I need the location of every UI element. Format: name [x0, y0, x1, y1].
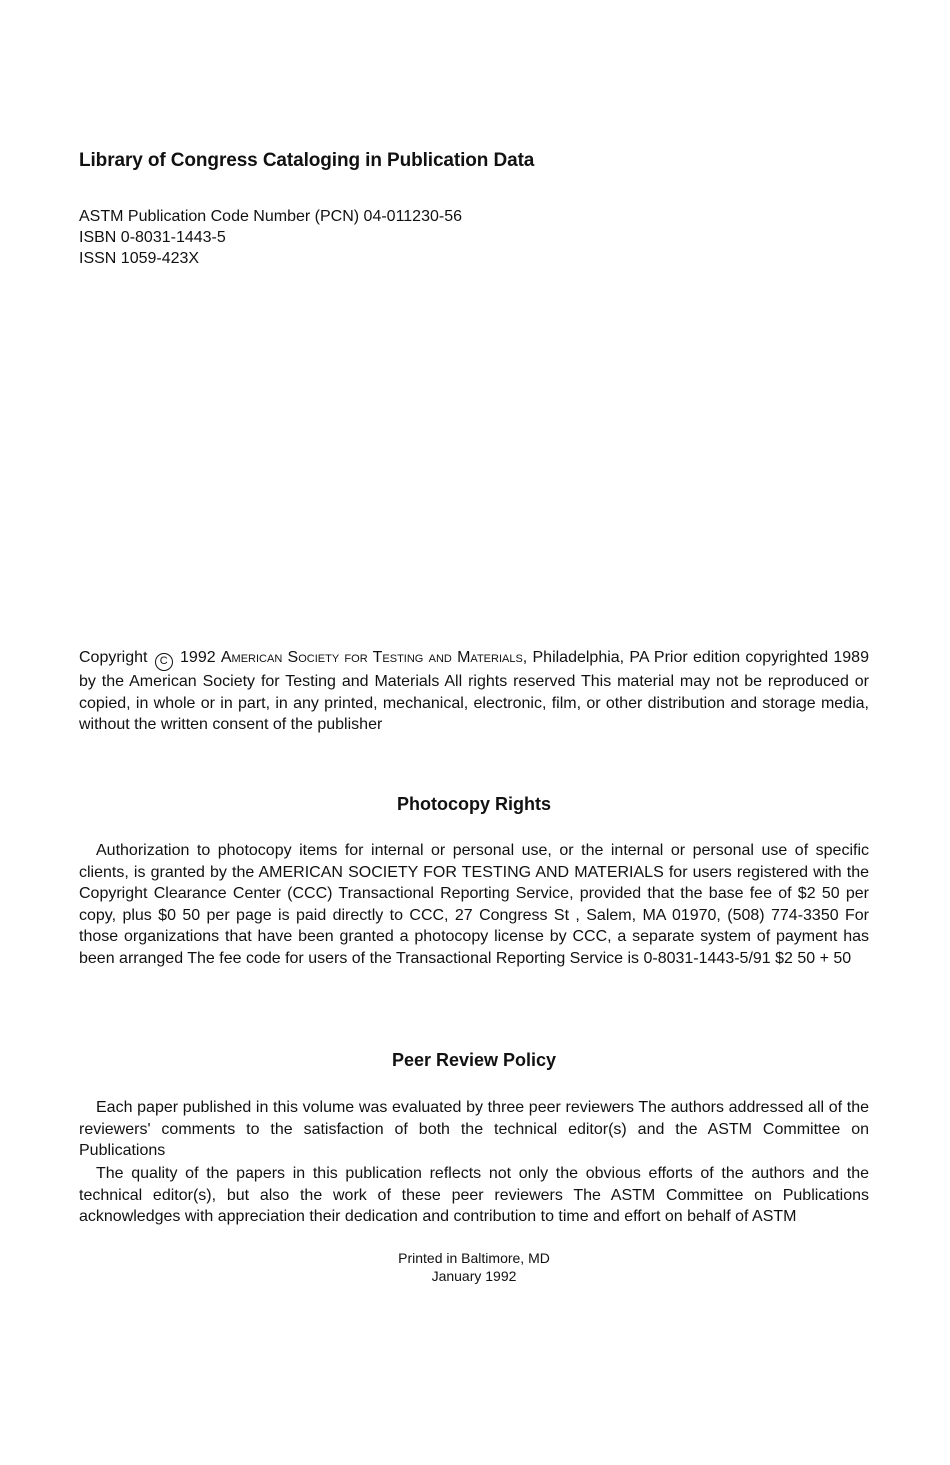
peer-review-paragraph-2: The quality of the papers in this publication reflects not only the obvious efforts of the authors and the technical editor(s), but also the work of these peer reviewers The ASTM Committee on Publications acknowledges with appreciation their dedication and contribution to time and effort on behalf of ASTM: [79, 1165, 869, 1225]
copyright-symbol: C: [155, 653, 173, 671]
printed-location: Printed in Baltimore, MD: [398, 1250, 550, 1266]
cip-title: Library of Congress Cataloging in Publication Data: [79, 150, 535, 171]
issn-line: [79, 248, 869, 269]
printed-date: January 1992: [431, 1268, 517, 1284]
copyright-notice: [79, 647, 869, 736]
issn-label: ISSN: [79, 250, 117, 267]
issn-value: 1059-423X: [120, 250, 200, 267]
photocopy-heading: Photocopy Rights: [397, 794, 551, 814]
copyright-text: , Philadelphia, PA Prior edition copyrighted 1989 by the American Society for Testing and Materials All rights reserved This material may not be reproduced or copied, in whole or in part, in any printed, mechanical, electronic, film, or other distribution and storage media, without the written consent of the publisher: [79, 649, 869, 733]
pcn-label: ASTM Publication Code Number (PCN): [79, 208, 360, 225]
isbn-line: [79, 227, 869, 248]
peer-review-paragraph-1: Each paper published in this volume was evaluated by three peer reviewers The authors addressed all of the reviewers' comments to the satisfaction of both the technical editor(s) and the ASTM Committee on Publications: [79, 1099, 869, 1159]
pcn-line: [79, 206, 869, 227]
peer-review-heading: Peer Review Policy: [391, 1050, 557, 1070]
photocopy-body: Authorization to photocopy items for internal or personal use, or the internal or personal use of specific clients, is granted by the AMERICAN SOCIETY FOR TESTING AND MATERIALS for users registered with the Copyright Clearance Center (CCC) Transactional Reporting Service, provided that the base fee of $2 50 per copy, plus $0 50 per page is paid directly to CCC, 27 Congress St , Salem, MA 01970, (508) 774-3350 For those organizations that have been granted a photocopy license by CCC, a separate system of payment has been arranged The fee code for users of the Transactional Reporting Service is 0-8031-1443-5/91 $2 50 + 50: [79, 842, 869, 967]
copyright-society: American Society for Testing and Materials: [220, 649, 523, 666]
copyright-year: 1992: [180, 649, 216, 666]
cip-data: [79, 206, 869, 269]
copyright-word: Copyright: [79, 649, 148, 666]
isbn-value: 0-8031-1443-5: [120, 229, 226, 246]
isbn-label: ISBN: [79, 229, 117, 246]
pcn-value: 04-011230-56: [363, 208, 462, 225]
